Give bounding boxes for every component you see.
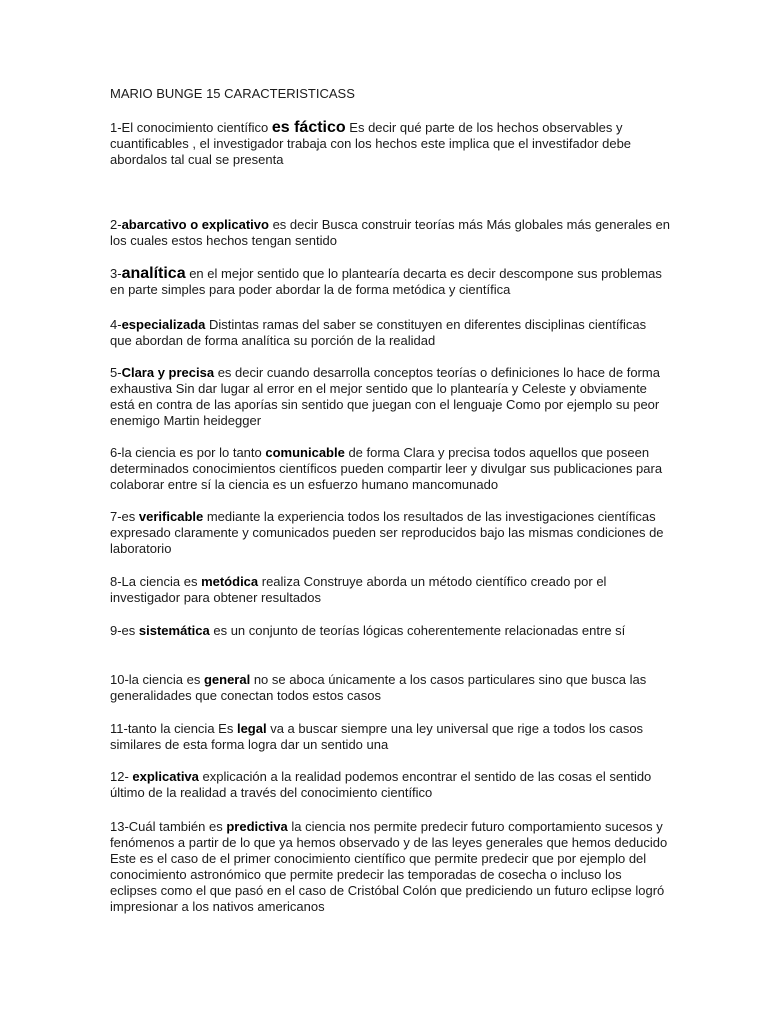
paragraph-text: va a buscar siempre una ley universal que rige a todos los casos similares de esta forma logra dar un sentido una (110, 721, 644, 752)
characteristic-term: Clara y precisa (121, 365, 215, 380)
characteristic-term: explicativa (132, 769, 199, 784)
characteristic-term: comunicable (265, 445, 345, 460)
paragraph-prefix: 1-El conocimiento científico (110, 120, 272, 135)
characteristic-paragraph (110, 623, 670, 639)
paragraph-text: Distintas ramas del saber se constituyen en diferentes disciplinas científicas que abordan de forma analítica su porción de la realidad (110, 317, 647, 348)
paragraph-text: no se aboca únicamente a los casos particulares sino que busca las generalidades que conectan todos estos casos (110, 672, 647, 703)
characteristic-paragraph (110, 317, 670, 349)
characteristic-paragraph (110, 120, 670, 168)
paragraph-text: la ciencia nos permite predecir futuro comportamiento sucesos y fenómenos a partir de lo que ya hemos observado y de las leyes generales que hemos deducido Este es el caso de el primer conocimiento científico que permite predecir que por ejemplo del conocimiento astronómico que permite predecir las temporadas de cosecha o incluso los eclipses como el que pasó en el caso de Cristóbal Colón que prediciendo un futuro eclipse logró impresionar a los nativos americanos (110, 819, 668, 914)
characteristic-term: sistemática (138, 623, 210, 638)
paragraph-prefix: 6-la ciencia es por lo tanto (110, 445, 266, 460)
document-title: MARIO BUNGE 15 CARACTERISTICASS (110, 86, 355, 101)
characteristic-term: general (203, 672, 251, 687)
paragraph-prefix: 5- (110, 365, 122, 380)
characteristic-term: legal (236, 721, 267, 736)
paragraph-text: realiza Construye aborda un método científico creado por el investigador para obtener resultados (110, 574, 607, 605)
characteristic-paragraph (110, 365, 670, 429)
paragraph-prefix: 13-Cuál también es (110, 819, 227, 834)
paragraph-prefix: 3- (110, 266, 122, 281)
characteristic-paragraph (110, 445, 670, 493)
paragraph-text: es un conjunto de teorías lógicas coherentemente relacionadas entre sí (209, 623, 626, 638)
characteristic-paragraph (110, 266, 670, 298)
paragraph-prefix: 10-la ciencia es (110, 672, 204, 687)
paragraph-prefix: 12- (110, 769, 133, 784)
paragraph-text: Es decir qué parte de los hechos observables y cuantificables , el investigador trabaja con los hechos este implica que el investifador debe abordalos tal cual se presenta (110, 120, 632, 167)
characteristic-paragraph (110, 721, 670, 753)
characteristic-paragraph (110, 819, 670, 915)
characteristic-term: verificable (138, 509, 204, 524)
paragraph-prefix: 8-La ciencia es (110, 574, 202, 589)
characteristic-term: analítica (121, 265, 186, 282)
characteristic-paragraph (110, 509, 670, 557)
characteristic-paragraph (110, 769, 670, 801)
characteristic-term: metódica (201, 574, 259, 589)
paragraph-prefix: 11-tanto la ciencia Es (110, 721, 237, 736)
paragraph-text: es decir cuando desarrolla conceptos teorías o definiciones lo hace de forma exhaustiva Sin dar lugar al error en el mejor sentido que lo plantearía y Celeste y obviamente está en contra de las aporías sin sentido que juegan con el lenguaje Como por ejemplo su peor enemigo Martin heidegger (110, 365, 660, 428)
characteristic-paragraph (110, 217, 670, 249)
characteristic-paragraph (110, 574, 670, 606)
characteristic-term: es fáctico (271, 119, 346, 136)
paragraph-text: mediante la experiencia todos los resultados de las investigaciones científicas expresado claramente y comunicados pueden ser reproducidos bajo las mismas condiciones de laboratorio (110, 509, 664, 556)
characteristic-paragraph (110, 672, 670, 704)
paragraph-prefix: 4- (110, 317, 122, 332)
paragraph-prefix: 9-es (110, 623, 139, 638)
paragraph-text: explicación a la realidad podemos encontrar el sentido de las cosas el sentido último de la realidad a través del conocimiento científico (110, 769, 652, 800)
characteristic-term: especializada (121, 317, 206, 332)
paragraph-prefix: 2- (110, 217, 122, 232)
paragraph-text: de forma Clara y precisa todos aquellos que poseen determinados conocimientos científicos pueden compartir leer y divulgar sus publicaciones para colaborar entre sí la ciencia es un esfuerzo humano mancomunado (110, 445, 663, 492)
paragraph-text: es decir Busca construir teorías más Más globales más generales en los cuales estos hechos tengan sentido (110, 217, 670, 248)
characteristic-term: abarcativo o explicativo (121, 217, 269, 232)
paragraph-prefix: 7-es (110, 509, 139, 524)
paragraph-text: en el mejor sentido que lo plantearía decarta es decir descompone sus problemas en parte simples para poder abordar la de forma metódica y científica (110, 266, 662, 297)
characteristic-term: predictiva (226, 819, 288, 834)
